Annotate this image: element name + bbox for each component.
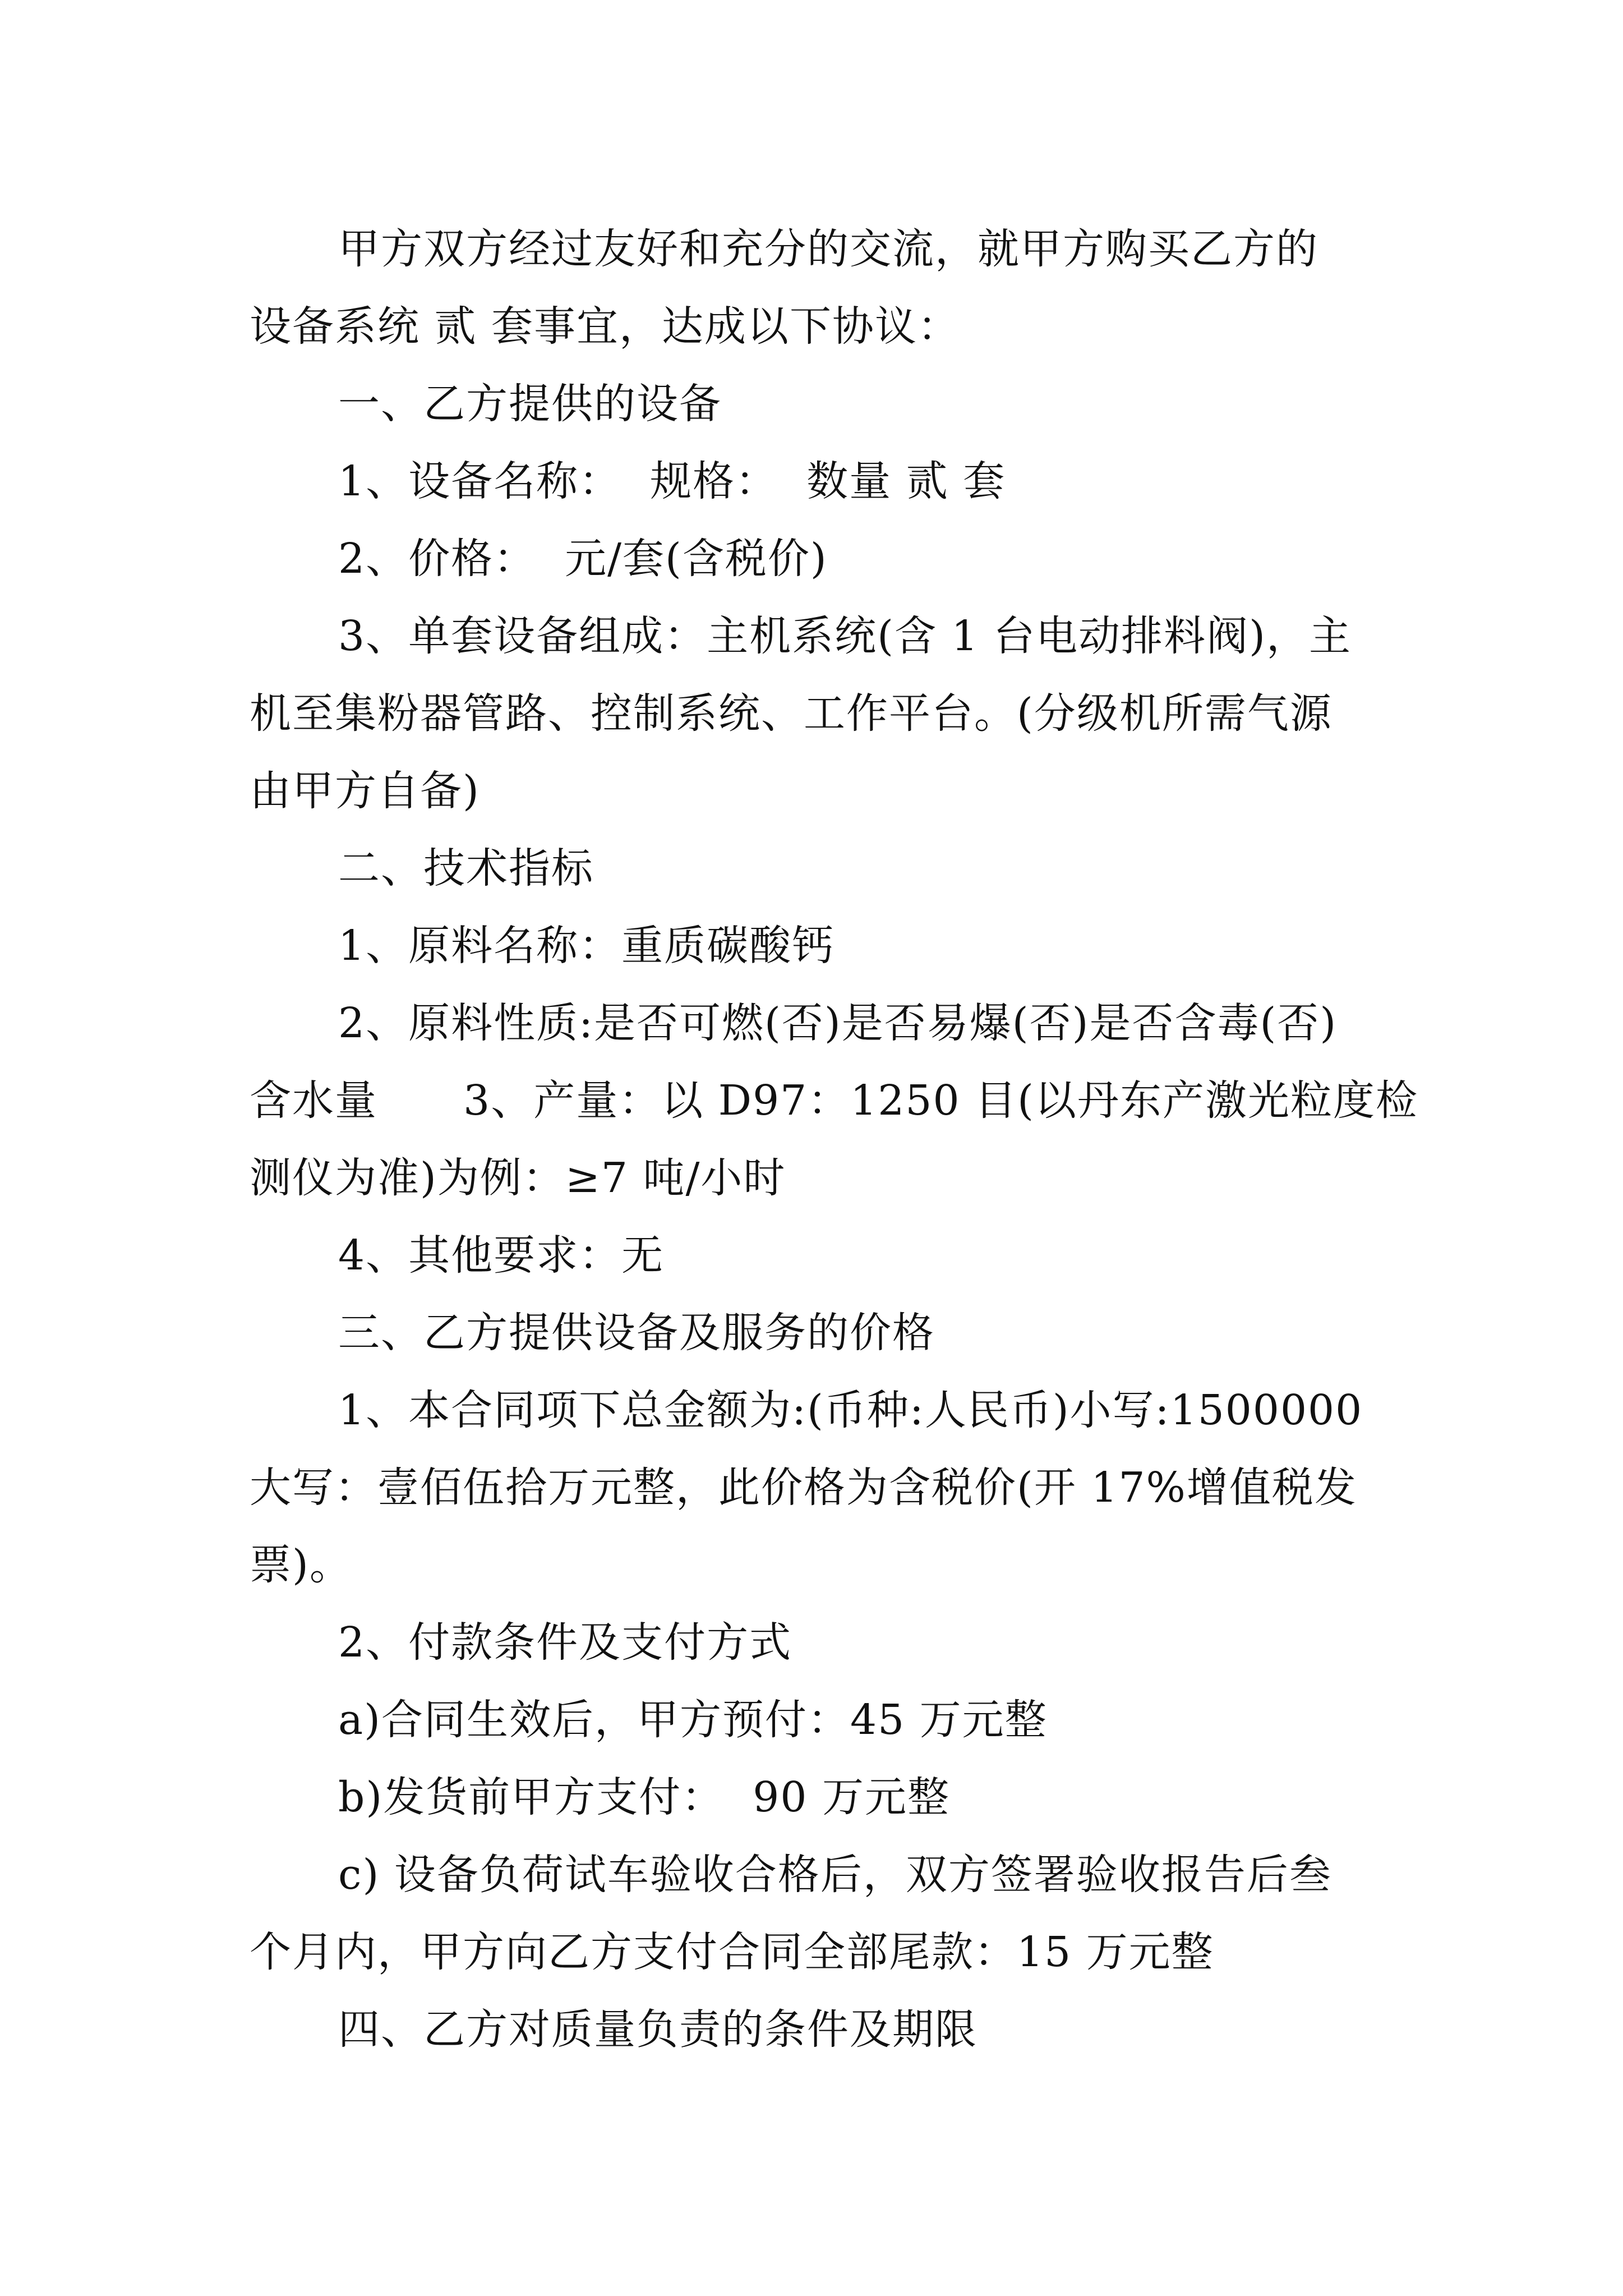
paragraph-line: 甲方双方经过友好和充分的交流，就甲方购买乙方的 xyxy=(338,225,1318,273)
paragraph-line: 测仪为准)为例：≥7 吨/小时 xyxy=(250,1154,786,1202)
paragraph-line: 机至集粉器管路、控制系统、工作平台。(分级机所需气源 xyxy=(250,689,1332,738)
section-heading: 三、乙方提供设备及服务的价格 xyxy=(338,1309,935,1357)
paragraph-line: b)发货前甲方支付： 90 万元整 xyxy=(338,1773,950,1821)
paragraph-line: 2、付款条件及支付方式 xyxy=(338,1618,792,1667)
paragraph-line: 1、原料名称：重质碳酸钙 xyxy=(338,922,835,970)
section-heading: 四、乙方对质量负责的条件及期限 xyxy=(338,2005,978,2054)
paragraph-line: 2、价格： 元/套(含税价) xyxy=(338,535,828,583)
paragraph-line: 个月内，甲方向乙方支付合同全部尾款：15 万元整 xyxy=(250,1928,1214,1976)
paragraph-line: 大写：壹佰伍拾万元整，此价格为含税价(开 17%增值税发 xyxy=(250,1464,1357,1512)
section-heading: 一、乙方提供的设备 xyxy=(338,380,722,428)
document-body xyxy=(250,210,1418,2068)
paragraph-line: 4、其他要求：无 xyxy=(338,1231,665,1280)
section-heading: 二、技术指标 xyxy=(338,844,594,892)
paragraph-line: 票)。 xyxy=(250,1541,352,1589)
paragraph-line: 2、原料性质:是否可燃(否)是否易爆(否)是否含毒(否) xyxy=(338,999,1338,1047)
paragraph-line: 设备系统 贰 套事宜，达成以下协议： xyxy=(250,302,961,351)
paragraph-line: 1、设备名称： 规格： 数量 贰 套 xyxy=(338,457,1006,505)
paragraph-line: c) 设备负荷试车验收合格后，双方签署验收报告后叁 xyxy=(338,1851,1332,1899)
paragraph-line: 含水量 3、产量：以 D97：1250 目(以丹东产激光粒度检 xyxy=(250,1076,1418,1125)
paragraph-line: 1、本合同项下总金额为:(币种:人民币)小写:1500000 xyxy=(338,1386,1363,1434)
paragraph-line: 3、单套设备组成：主机系统(含 1 台电动排料阀)，主 xyxy=(338,612,1352,660)
paragraph-line: 由甲方自备) xyxy=(250,767,480,815)
paragraph-line: a)合同生效后，甲方预付：45 万元整 xyxy=(338,1696,1048,1744)
